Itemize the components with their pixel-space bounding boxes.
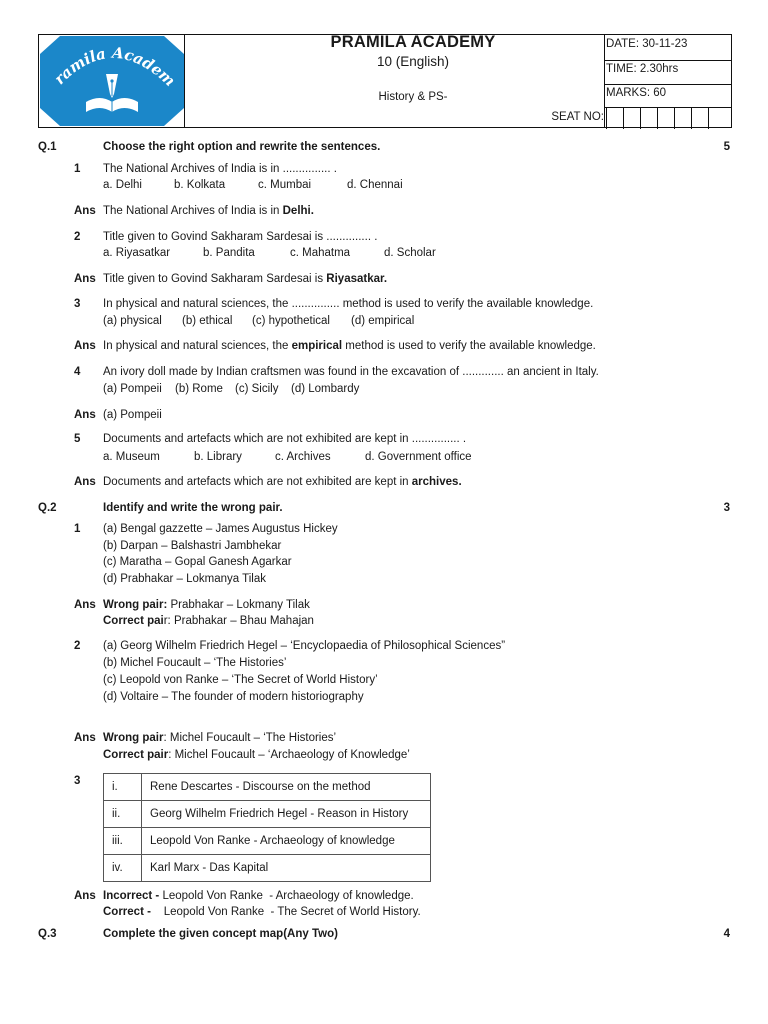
item-question: The National Archives of India is in ............... . bbox=[103, 163, 337, 175]
correct-pair-answer: Correct pair: Michel Foucault – ‘Archaeology of Knowledge’ bbox=[103, 749, 410, 761]
table-row bbox=[104, 855, 431, 882]
option: c. Archives bbox=[275, 451, 331, 463]
pair-line: (b) Michel Foucault – ‘The Histories’ bbox=[103, 657, 287, 669]
option: (c) Sicily bbox=[235, 383, 279, 395]
question-number: Q.3 bbox=[38, 928, 57, 940]
question-marks: 4 bbox=[723, 928, 730, 940]
exam-marks: MARKS: 60 bbox=[606, 87, 667, 99]
header-box bbox=[38, 34, 732, 128]
option: b. Kolkata bbox=[174, 179, 226, 191]
item-number: 3 bbox=[74, 298, 81, 310]
row-text: Leopold Von Ranke - Archaeology of knowledge bbox=[142, 828, 431, 855]
subject-name: History & PS- bbox=[378, 91, 448, 103]
answer-label: Ans bbox=[74, 273, 96, 285]
exam-time: TIME: 2.30hrs bbox=[606, 63, 679, 75]
row-roman: iv. bbox=[104, 855, 142, 882]
correct-pair-answer: Correct pair: Prabhakar – Bhau Mahajan bbox=[103, 615, 314, 627]
wrong-pair-answer: Wrong pair: Prabhakar – Lokmany Tilak bbox=[103, 599, 310, 611]
option: c. Mahatma bbox=[290, 247, 351, 259]
item-number: 3 bbox=[74, 775, 81, 787]
answer-label: Ans bbox=[74, 340, 96, 352]
item-question: An ivory doll made by Indian craftsmen was found in the excavation of ............. an ancient in Italy. bbox=[103, 366, 599, 378]
item-question: Documents and artefacts which are not exhibited are kept in ............... . bbox=[103, 433, 467, 445]
option: (b) Rome bbox=[175, 383, 223, 395]
institute-name: PRAMILA ACADEMY bbox=[330, 33, 496, 51]
option: (b) ethical bbox=[182, 315, 233, 327]
item-number: 2 bbox=[74, 640, 81, 652]
answer-text: In physical and natural sciences, the empirical method is used to verify the available knowledge. bbox=[103, 340, 596, 352]
answer-label: Ans bbox=[74, 409, 96, 421]
option: (d) empirical bbox=[351, 315, 415, 327]
item-number: 4 bbox=[74, 366, 81, 378]
option: (a) Pompeii bbox=[103, 383, 162, 395]
answer-label: Ans bbox=[74, 732, 96, 744]
pair-line: (d) Prabhakar – Lokmanya Tilak bbox=[103, 573, 266, 585]
pair-line: (a) Georg Wilhelm Friedrich Hegel – ‘Encyclopaedia of Philosophical Sciences” bbox=[103, 640, 506, 652]
item-question: In physical and natural sciences, the ............... method is used to verify the available knowledge. bbox=[103, 298, 594, 310]
answer-text: Documents and artefacts which are not exhibited are kept in archives. bbox=[103, 476, 462, 488]
correct-answer: Correct - Leopold Von Ranke - The Secret of World History. bbox=[103, 906, 421, 918]
pairs-table bbox=[103, 773, 431, 882]
row-roman: iii. bbox=[104, 828, 142, 855]
academy-logo bbox=[40, 36, 184, 126]
answer-text: (a) Pompeii bbox=[103, 409, 162, 421]
option: b. Library bbox=[194, 451, 242, 463]
row-text: Georg Wilhelm Friedrich Hegel - Reason in History bbox=[142, 801, 431, 828]
question-marks: 5 bbox=[723, 141, 730, 153]
item-number: 1 bbox=[74, 523, 81, 535]
logo-text: ramila Academ bbox=[50, 43, 179, 90]
option: a. Riyasatkar bbox=[103, 247, 171, 259]
table-row bbox=[104, 828, 431, 855]
question-number: Q.1 bbox=[38, 141, 57, 153]
option: d. Chennai bbox=[347, 179, 403, 191]
option: (a) physical bbox=[103, 315, 162, 327]
table-row bbox=[104, 774, 431, 801]
question-title: Identify and write the wrong pair. bbox=[103, 502, 283, 514]
option: b. Pandita bbox=[203, 247, 255, 259]
pair-line: (d) Voltaire – The founder of modern historiography bbox=[103, 691, 364, 703]
answer-label: Ans bbox=[74, 890, 96, 902]
seat-label: SEAT NO: bbox=[551, 111, 604, 123]
answer-text: Title given to Govind Sakharam Sardesai is Riyasatkar. bbox=[103, 273, 388, 285]
row-roman: i. bbox=[104, 774, 142, 801]
incorrect-answer: Incorrect - Leopold Von Ranke - Archaeology of knowledge. bbox=[103, 890, 414, 902]
class-name: 10 (English) bbox=[376, 54, 450, 69]
answer-label: Ans bbox=[74, 476, 96, 488]
option: c. Mumbai bbox=[258, 179, 312, 191]
pair-line: (a) Bengal gazzette – James Augustus Hickey bbox=[103, 523, 338, 535]
answer-text: The National Archives of India is in Delhi. bbox=[103, 205, 314, 217]
option: (c) hypothetical bbox=[252, 315, 330, 327]
wrong-pair-answer: Wrong pair: Michel Foucault – ‘The Histories’ bbox=[103, 732, 337, 744]
exam-date: DATE: 30-11-23 bbox=[606, 38, 688, 50]
item-question: Title given to Govind Sakharam Sardesai is .............. . bbox=[103, 231, 378, 243]
item-number: 5 bbox=[74, 433, 81, 445]
option: a. Museum bbox=[103, 451, 160, 463]
item-number: 1 bbox=[74, 163, 81, 175]
table-row bbox=[104, 801, 431, 828]
option: a. Delhi bbox=[103, 179, 142, 191]
answer-label: Ans bbox=[74, 205, 96, 217]
row-roman: ii. bbox=[104, 801, 142, 828]
pair-line: (b) Darpan – Balshastri Jambhekar bbox=[103, 540, 282, 552]
row-text: Karl Marx - Das Kapital bbox=[142, 855, 431, 882]
row-text: Rene Descartes - Discourse on the method bbox=[142, 774, 431, 801]
question-title: Choose the right option and rewrite the sentences. bbox=[103, 141, 381, 153]
item-number: 2 bbox=[74, 231, 81, 243]
pair-line: (c) Leopold von Ranke – ‘The Secret of World History’ bbox=[103, 674, 378, 686]
option: (d) Lombardy bbox=[291, 383, 360, 395]
question-marks: 3 bbox=[723, 502, 730, 514]
question-title: Complete the given concept map(Any Two) bbox=[103, 928, 338, 940]
option: d. Scholar bbox=[384, 247, 436, 259]
question-number: Q.2 bbox=[38, 502, 57, 514]
option: d. Government office bbox=[365, 451, 472, 463]
answer-label: Ans bbox=[74, 599, 96, 611]
pair-line: (c) Maratha – Gopal Ganesh Agarkar bbox=[103, 556, 292, 568]
